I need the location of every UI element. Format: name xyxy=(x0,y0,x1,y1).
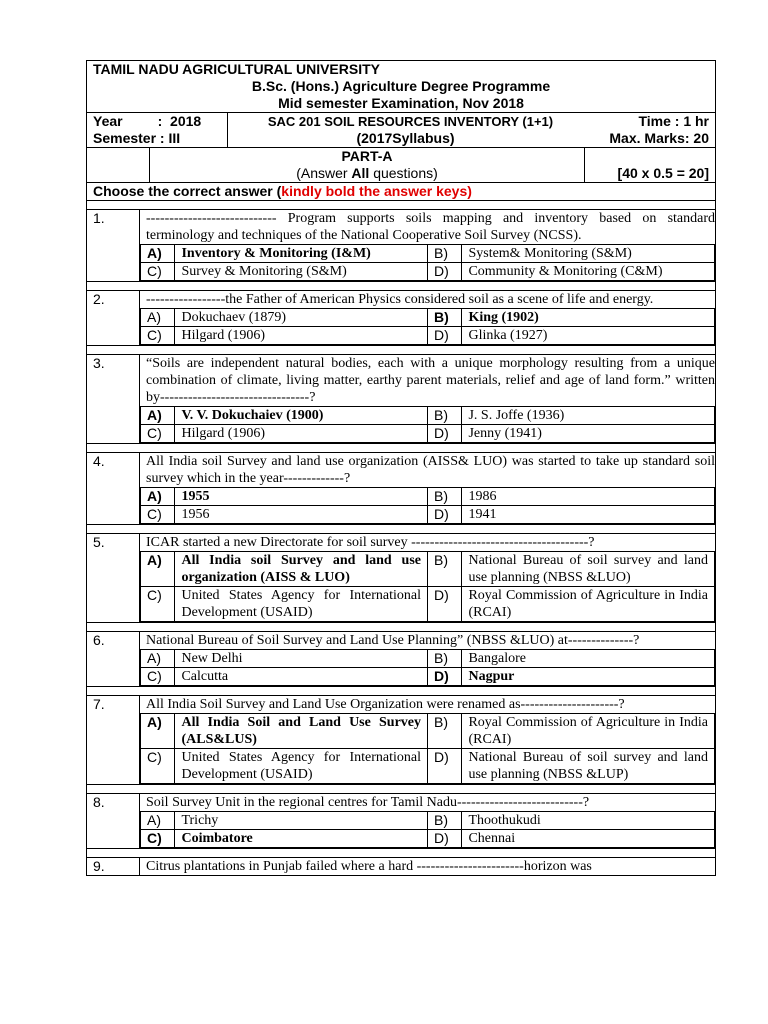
option-text: Royal Commission of Agriculture in India (RCAI) xyxy=(462,714,715,749)
option-label: C) xyxy=(141,263,175,281)
option-label: C) xyxy=(141,587,175,622)
spacer xyxy=(86,687,716,696)
option-text: Glinka (1927) xyxy=(462,327,715,345)
question xyxy=(86,696,716,785)
options-table xyxy=(140,244,715,281)
question xyxy=(86,794,716,849)
spacer xyxy=(86,785,716,794)
option-text: King (1902) xyxy=(462,309,715,327)
marks-calc: [40 x 0.5 = 20] xyxy=(617,165,709,181)
question-number: 3. xyxy=(93,355,105,371)
question-text: National Bureau of Soil Survey and Land Use Planning” (NBSS &LUO) at--------------? xyxy=(146,633,640,648)
year-field: Year : 2018 xyxy=(87,113,228,130)
question-text: All India soil Survey and land use organization (AISS& LUO) was started to take up standard soil survey which in the year-------------? xyxy=(146,454,715,486)
option-label: C) xyxy=(141,830,175,848)
option-text: Chennai xyxy=(462,830,715,848)
option-text: National Bureau of soil survey and land use planning (NBSS &LUP) xyxy=(462,749,715,784)
option-text: Trichy xyxy=(175,812,428,830)
spacer xyxy=(86,346,716,355)
option-label: D) xyxy=(428,749,462,784)
option-text: 1956 xyxy=(175,506,428,524)
option-text: 1941 xyxy=(462,506,715,524)
question-number: 4. xyxy=(93,453,105,469)
question-body xyxy=(139,534,715,622)
spacer xyxy=(86,525,716,534)
question-text: ---------------------------- Program supports soils mapping and inventory based on standard terminology and techniques of the National Cooperative Soil Survey (NCSS). xyxy=(146,211,715,243)
question-number: 1. xyxy=(93,210,105,226)
option-text: Bangalore xyxy=(462,650,715,668)
question-list xyxy=(86,201,716,876)
syllabus-field: (2017Syllabus) xyxy=(356,130,455,146)
option-label: A) xyxy=(141,650,175,668)
option-label: A) xyxy=(141,407,175,425)
question-body xyxy=(139,696,715,784)
semester-field: Semester : III xyxy=(87,130,228,147)
question-text: All India Soil Survey and Land Use Organization were renamed as---------------------? xyxy=(146,697,625,712)
option-text: Survey & Monitoring (S&M) xyxy=(175,263,428,281)
programme-title: B.Sc. (Hons.) Agriculture Degree Programme xyxy=(251,78,551,94)
option-label: A) xyxy=(141,309,175,327)
option-label: A) xyxy=(141,488,175,506)
question xyxy=(86,291,716,346)
university-name: TAMIL NADU AGRICULTURAL UNIVERSITY xyxy=(93,61,380,77)
spacer xyxy=(86,623,716,632)
option-label: A) xyxy=(141,714,175,749)
exam-page xyxy=(86,60,716,876)
option-text: Inventory & Monitoring (I&M) xyxy=(175,245,428,263)
option-label: A) xyxy=(141,552,175,587)
option-text: System& Monitoring (S&M) xyxy=(462,245,715,263)
option-text: United States Agency for International Development (USAID) xyxy=(175,587,428,622)
question-number: 2. xyxy=(93,291,105,307)
course-title: SAC 201 SOIL RESOURCES INVENTORY (1+1) xyxy=(267,114,554,129)
option-label: C) xyxy=(141,506,175,524)
option-label: B) xyxy=(428,309,462,327)
options-table xyxy=(140,811,715,848)
question-number: 8. xyxy=(93,794,105,810)
question xyxy=(86,453,716,525)
question-body xyxy=(139,453,715,524)
option-label: C) xyxy=(141,668,175,686)
question xyxy=(86,534,716,623)
option-label: D) xyxy=(428,830,462,848)
option-text: Thoothukudi xyxy=(462,812,715,830)
time-field: Time : 1 hr xyxy=(638,113,709,129)
question-number: 5. xyxy=(93,534,105,550)
option-label: C) xyxy=(141,425,175,443)
exam-header xyxy=(86,60,716,201)
option-text: Royal Commission of Agriculture in India (RCAI) xyxy=(462,587,715,622)
option-label: B) xyxy=(428,488,462,506)
options-table xyxy=(140,308,715,345)
question-body xyxy=(139,210,715,281)
option-label: B) xyxy=(428,714,462,749)
option-label: D) xyxy=(428,263,462,281)
question-body xyxy=(139,632,715,686)
question-number: 6. xyxy=(93,632,105,648)
option-text: Community & Monitoring (C&M) xyxy=(462,263,715,281)
option-text: Hilgard (1906) xyxy=(175,425,428,443)
option-text: National Bureau of soil survey and land use planning (NBSS &LUO) xyxy=(462,552,715,587)
option-label: D) xyxy=(428,425,462,443)
option-label: D) xyxy=(428,506,462,524)
option-text: New Delhi xyxy=(175,650,428,668)
choose-instruction: Choose the correct answer (kindly bold the answer keys) xyxy=(93,183,472,199)
option-text: 1955 xyxy=(175,488,428,506)
part-title: PART-A xyxy=(341,148,393,164)
question-text: Citrus plantations in Punjab failed where a hard -----------------------horizon was xyxy=(146,859,592,874)
option-text: Coimbatore xyxy=(175,830,428,848)
option-text: Dokuchaev (1879) xyxy=(175,309,428,327)
option-text: V. V. Dokuchaiev (1900) xyxy=(175,407,428,425)
option-text: J. S. Joffe (1936) xyxy=(462,407,715,425)
option-label: B) xyxy=(428,812,462,830)
option-text: All India soil Survey and land use organization (AISS & LUO) xyxy=(175,552,428,587)
question-body xyxy=(139,291,715,345)
option-text: All India Soil and Land Use Survey (ALS&LUS) xyxy=(175,714,428,749)
option-label: A) xyxy=(141,812,175,830)
option-label: D) xyxy=(428,668,462,686)
option-text: 1986 xyxy=(462,488,715,506)
options-table xyxy=(140,551,715,622)
option-text: Jenny (1941) xyxy=(462,425,715,443)
option-label: C) xyxy=(141,749,175,784)
options-table xyxy=(140,713,715,784)
exam-title: Mid semester Examination, Nov 2018 xyxy=(278,95,524,111)
option-label: B) xyxy=(428,245,462,263)
option-label: B) xyxy=(428,407,462,425)
spacer xyxy=(86,849,716,858)
question-number: 9. xyxy=(93,858,105,874)
option-text: United States Agency for International Development (USAID) xyxy=(175,749,428,784)
question-body xyxy=(139,794,715,848)
option-text: Calcutta xyxy=(175,668,428,686)
question-text: “Soils are independent natural bodies, each with a unique morphology resulting from a unique combination of climate, living matter, earthy parent materials, relief and age of land form.” written by--------------------------------? xyxy=(146,356,715,405)
question xyxy=(86,210,716,282)
question-body xyxy=(139,858,715,875)
spacer xyxy=(86,201,716,210)
option-label: B) xyxy=(428,552,462,587)
question-text: Soil Survey Unit in the regional centres for Tamil Nadu---------------------------? xyxy=(146,795,590,810)
spacer xyxy=(86,282,716,291)
spacer xyxy=(86,444,716,453)
question-body xyxy=(139,355,715,443)
option-label: A) xyxy=(141,245,175,263)
question-text: ICAR started a new Directorate for soil survey --------------------------------------? xyxy=(146,535,595,550)
option-text: Nagpur xyxy=(462,668,715,686)
question-text: -----------------the Father of American Physics considered soil as a scene of life and energy. xyxy=(146,292,654,307)
options-table xyxy=(140,406,715,443)
question-number: 7. xyxy=(93,696,105,712)
option-label: B) xyxy=(428,650,462,668)
question xyxy=(86,858,716,876)
max-marks-field: Max. Marks: 20 xyxy=(609,130,709,146)
option-text: Hilgard (1906) xyxy=(175,327,428,345)
option-label: C) xyxy=(141,327,175,345)
options-table xyxy=(140,649,715,686)
option-label: D) xyxy=(428,327,462,345)
question xyxy=(86,355,716,444)
question xyxy=(86,632,716,687)
option-label: D) xyxy=(428,587,462,622)
answer-instruction: (Answer All questions) xyxy=(296,165,438,181)
options-table xyxy=(140,487,715,524)
